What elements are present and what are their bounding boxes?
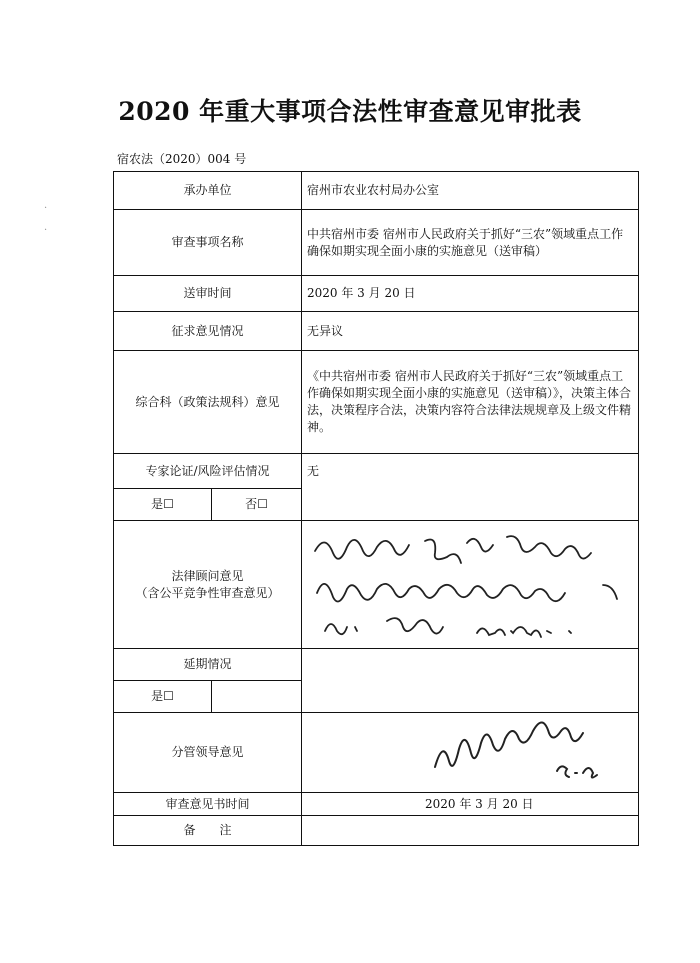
row-review-time — [114, 793, 639, 816]
leader-signature-cell — [302, 713, 639, 793]
row-leader — [114, 713, 639, 793]
comprehensive-value: 《中共宿州市委 宿州市人民政府关于抓好“三农”领域重点工作确保如期实现全面小康的实施意见（送审稿）》，决策主体合法，决策程序合法，决策内容符合法律法规规章及上级文件精神。 — [302, 351, 639, 454]
comprehensive-label: 综合科（政策法规科）意见 — [114, 351, 302, 454]
review-time-value: 2020 年 3 月 20 日 — [302, 793, 639, 816]
legal-label — [114, 521, 302, 649]
legal-label-line2: （含公平竞争性审查意见） — [135, 585, 280, 600]
document-number: 宿农法（2020）004 号 — [117, 152, 247, 166]
matter-value: 中共宿州市委 宿州市人民政府关于抓好“三农”领域重点工作确保如期实现全面小康的实施意见（送审稿） — [302, 210, 639, 276]
expert-yes-checkbox[interactable]: 是☐ — [114, 489, 212, 521]
expert-no-checkbox[interactable]: 否☐ — [212, 489, 302, 521]
scan-mark: · — [44, 225, 48, 236]
remarks-label: 备 注 — [114, 816, 302, 846]
leader-label: 分管领导意见 — [114, 713, 302, 793]
submit-time-value: 2020 年 3 月 20 日 — [302, 276, 639, 312]
extension-label: 延期情况 — [114, 649, 302, 681]
row-matter — [114, 210, 639, 276]
row-organizer — [114, 172, 639, 210]
matter-label: 审查事项名称 — [114, 210, 302, 276]
submit-time-label: 送审时间 — [114, 276, 302, 312]
approval-form-table — [113, 171, 639, 846]
row-consultation — [114, 312, 639, 351]
consultation-value: 无异议 — [302, 312, 639, 351]
organizer-value: 宿州市农业农村局办公室 — [302, 172, 639, 210]
legal-label-line1: 法律顾问意见 — [171, 568, 244, 583]
legal-opinion-handwriting — [302, 521, 639, 649]
row-expert — [114, 454, 639, 489]
remarks-value — [302, 816, 639, 846]
leader-signature-image — [307, 715, 637, 785]
row-extension — [114, 649, 639, 681]
row-submit-time — [114, 276, 639, 312]
expert-label: 专家论证/风险评估情况 — [114, 454, 302, 489]
review-time-label: 审查意见书时间 — [114, 793, 302, 816]
consultation-label: 征求意见情况 — [114, 312, 302, 351]
scan-mark: · — [44, 203, 48, 214]
page-title: 2020 年重大事项合法性审查意见审批表 — [118, 97, 582, 126]
extension-blank-cell — [212, 681, 302, 713]
row-remarks — [114, 816, 639, 846]
row-comprehensive — [114, 351, 639, 454]
expert-value: 无 — [302, 454, 639, 521]
organizer-label: 承办单位 — [114, 172, 302, 210]
extension-value — [302, 649, 639, 713]
handwritten-opinion-image — [307, 523, 637, 641]
extension-yes-checkbox[interactable]: 是☐ — [114, 681, 212, 713]
row-legal — [114, 521, 639, 649]
